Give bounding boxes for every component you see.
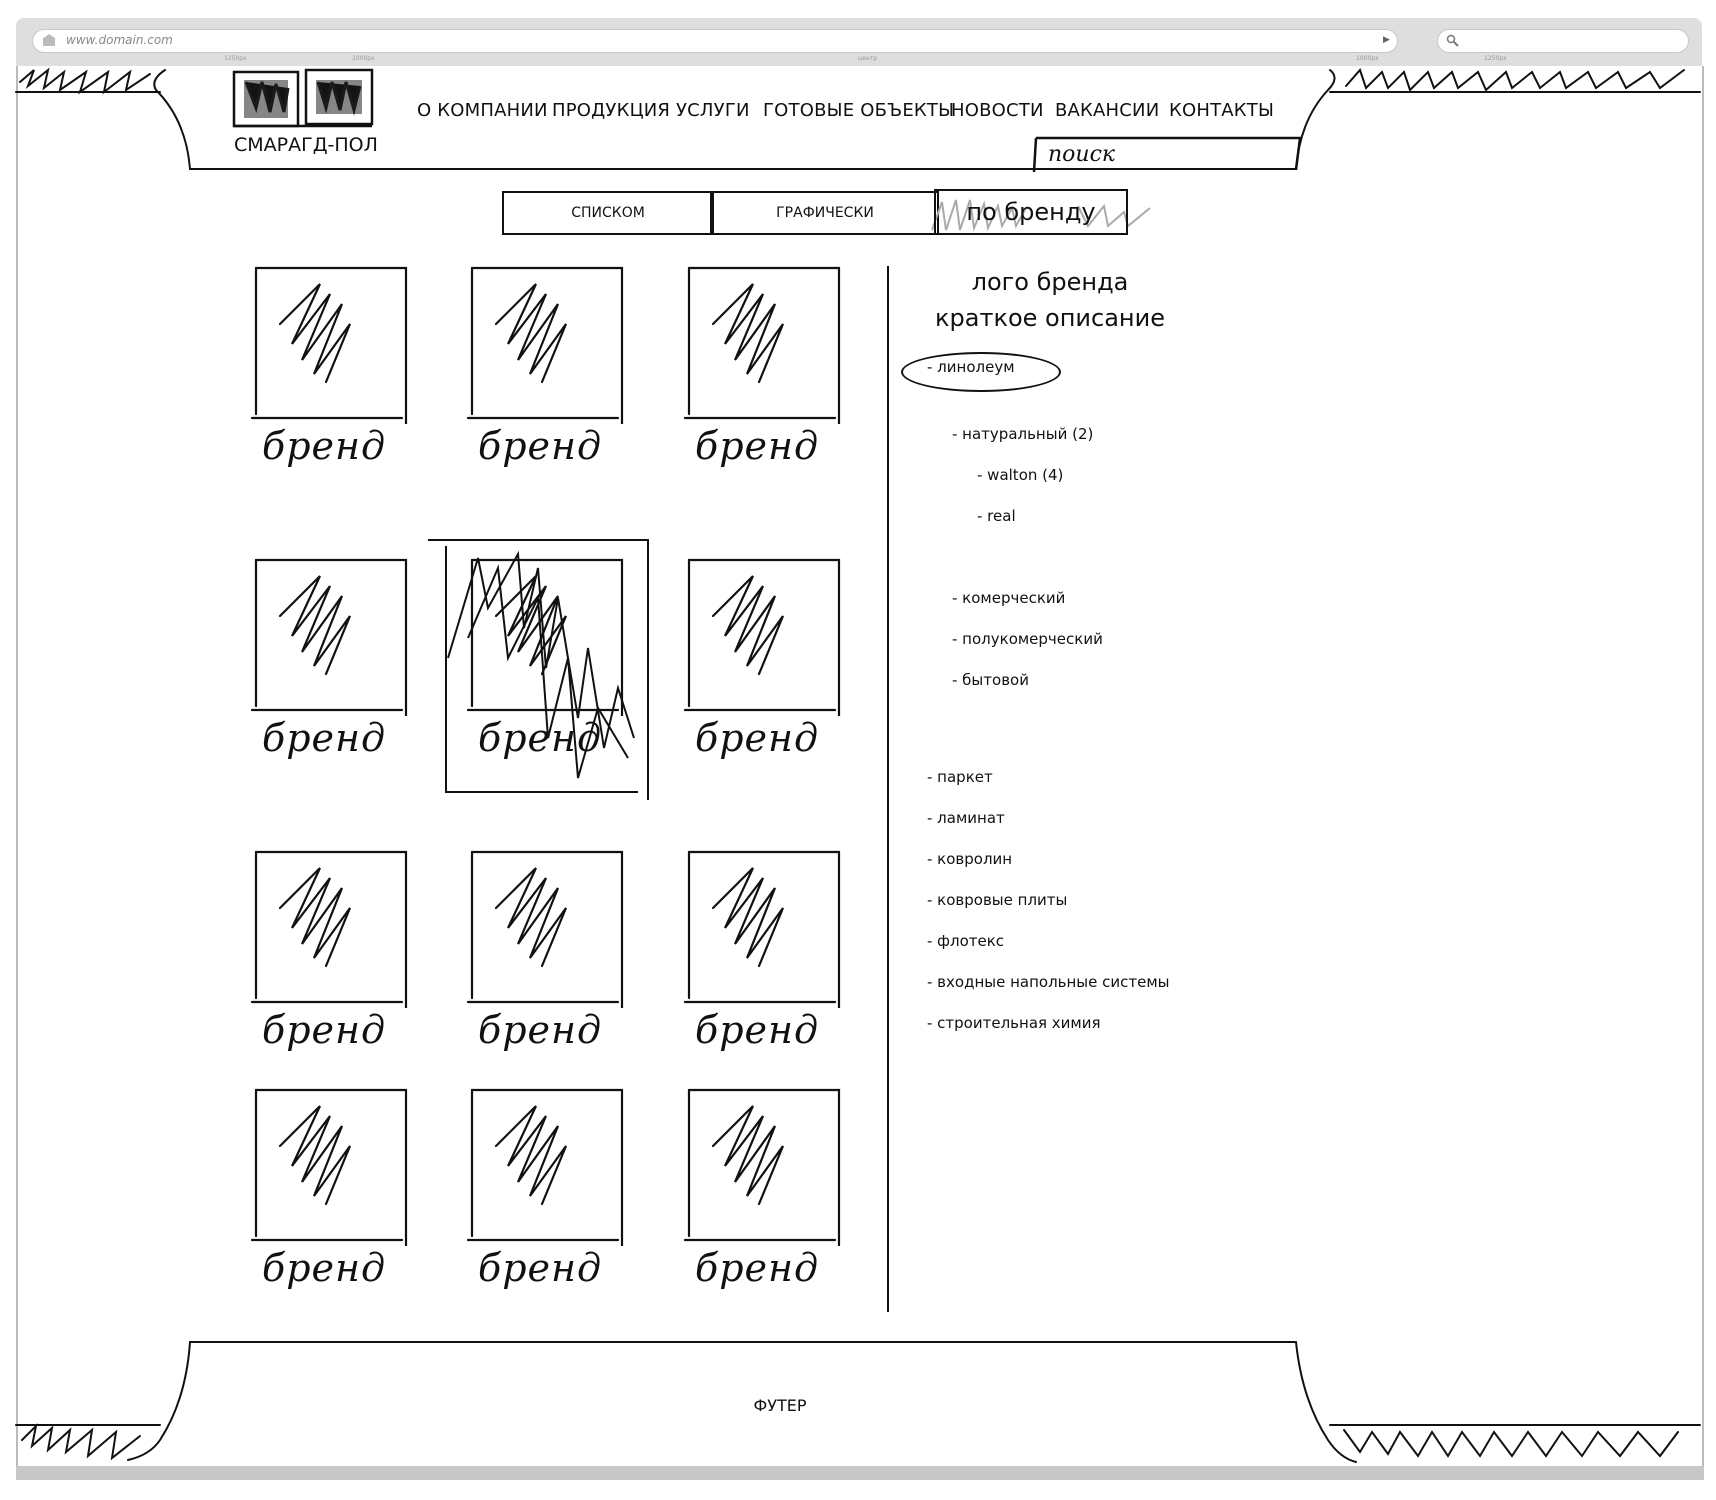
ruler-mark: 1250px [224, 55, 247, 62]
selected-card-highlight [428, 538, 654, 804]
category-carpet[interactable]: - ковролин [927, 850, 1013, 868]
brand-card[interactable] [250, 848, 420, 1088]
category-linoleum[interactable]: - линолеум [927, 358, 1015, 376]
brand-image-placeholder [250, 848, 420, 1008]
brand-card[interactable] [683, 848, 853, 1088]
category-natural[interactable]: - натуральный (2) [952, 425, 1094, 443]
brand-card[interactable] [250, 556, 420, 796]
brand-image-placeholder [466, 848, 636, 1008]
brand-label: бренд [262, 424, 387, 468]
category-carpet-tiles[interactable]: - ковровые плиты [927, 891, 1068, 909]
search-placeholder: поиск [1048, 142, 1116, 167]
category-parquet[interactable]: - паркет [927, 768, 993, 786]
category-construction-chemistry[interactable]: - строительная химия [927, 1014, 1101, 1032]
brand-card[interactable] [683, 556, 853, 796]
nav-ready-objects[interactable]: ГОТОВЫЕ ОБЪЕКТЫ [763, 100, 955, 121]
brand-logo-placeholder: лого бренда [971, 268, 1129, 296]
brand-image-placeholder [683, 264, 853, 424]
brand-card[interactable] [683, 264, 853, 504]
tab-brand-view[interactable]: по бренду [934, 189, 1128, 235]
brand-label: бренд [478, 424, 603, 468]
ruler-mark: центр [858, 55, 878, 62]
ruler-mark: 1250px [1484, 55, 1507, 62]
tab-list-view[interactable]: СПИСКОМ [502, 191, 714, 235]
brand-image-placeholder [466, 264, 636, 424]
nav-products[interactable]: ПРОДУКЦИЯ [552, 100, 671, 121]
category-flotex[interactable]: - флотекс [927, 932, 1005, 950]
brand-image-placeholder [250, 1086, 420, 1246]
category-real[interactable]: - real [977, 507, 1016, 525]
brand-label: бренд [262, 1246, 387, 1290]
go-arrow-icon[interactable]: ▶ [1383, 35, 1390, 45]
brand-label: бренд [478, 1008, 603, 1052]
category-laminate[interactable]: - ламинат [927, 809, 1005, 827]
brand-label: бренд [262, 716, 387, 760]
brand-image-placeholder [683, 848, 853, 1008]
footer-label: ФУТЕР [753, 1396, 807, 1415]
brand-label: бренд [695, 716, 820, 760]
brand-label: бренд [695, 1246, 820, 1290]
brand-card[interactable] [466, 1086, 636, 1326]
nav-vacancies[interactable]: ВАКАНСИИ [1055, 100, 1160, 121]
category-commercial[interactable]: - комерческий [952, 589, 1066, 607]
brand-short-description: краткое описание [935, 304, 1165, 332]
brand-label: бренд [695, 1008, 820, 1052]
brand-label: бренд [478, 716, 603, 760]
brand-card[interactable] [683, 1086, 853, 1326]
company-logo[interactable] [230, 68, 376, 130]
brand-image-placeholder [466, 1086, 636, 1246]
brand-card[interactable] [250, 264, 420, 504]
nav-services[interactable]: УСЛУГИ [676, 100, 750, 121]
url-text: www.domain.com [66, 33, 173, 47]
brand-image-placeholder [250, 556, 420, 716]
brand-card[interactable] [466, 848, 636, 1088]
nav-news[interactable]: НОВОСТИ [951, 100, 1044, 121]
category-household[interactable]: - бытовой [952, 671, 1029, 689]
logo-text: СМАРАГД-ПОЛ [234, 134, 378, 156]
brand-label: бренд [695, 424, 820, 468]
category-walton[interactable]: - walton (4) [977, 466, 1064, 484]
brand-image-placeholder [683, 556, 853, 716]
category-entrance-systems[interactable]: - входные напольные системы [927, 973, 1170, 991]
ruler-mark: 1000px [1356, 55, 1379, 62]
brand-card[interactable] [250, 1086, 420, 1326]
nav-about[interactable]: О КОМПАНИИ [417, 100, 548, 121]
brand-card[interactable] [466, 264, 636, 504]
brand-label: бренд [262, 1008, 387, 1052]
ruler-mark: 1000px [352, 55, 375, 62]
nav-contacts[interactable]: КОНТАКТЫ [1169, 100, 1275, 121]
sidebar-divider [887, 266, 889, 1312]
brand-image-placeholder [250, 264, 420, 424]
brand-label: бренд [478, 1246, 603, 1290]
category-semi-commercial[interactable]: - полукомерческий [952, 630, 1103, 648]
tab-graphic-view[interactable]: ГРАФИЧЕСКИ [710, 191, 939, 235]
brand-image-placeholder [683, 1086, 853, 1246]
